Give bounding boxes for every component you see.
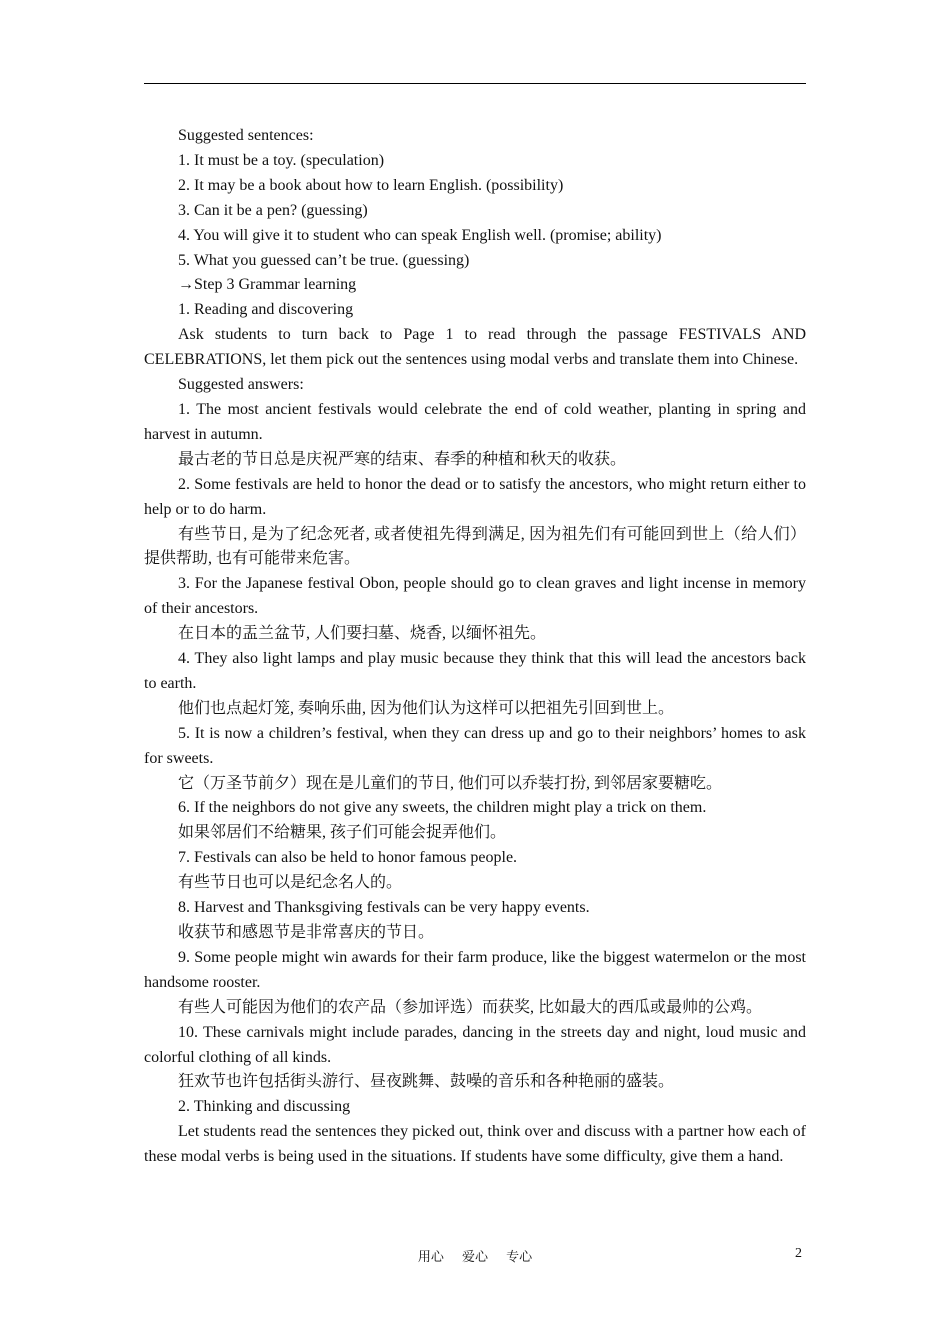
- paragraph: 4. You will give it to student who can speak English well. (promise; ability): [178, 226, 662, 244]
- paragraph: Let students read the sentences they picked out, think over and discuss with a partner how each of these modal verbs is being used in the situations. If students have some difficulty, give them a hand.: [144, 1123, 806, 1166]
- answer-chinese: 有些节日, 是为了纪念死者, 或者使祖先得到满足, 因为祖先们有可能回到世上（给人们）提供帮助, 也有可能带来危害。: [144, 525, 806, 568]
- answer-chinese: 狂欢节也许包括街头游行、昼夜跳舞、鼓噪的音乐和各种艳丽的盛装。: [178, 1073, 675, 1091]
- answer-english: 2. Some festivals are held to honor the dead or to satisfy the ancestors, who might return either to help or to do harm.: [144, 475, 806, 518]
- answer-english: 7. Festivals can also be held to honor famous people.: [178, 849, 518, 867]
- answer-chinese: 收获节和感恩节是非常喜庆的节日。: [178, 924, 435, 941]
- answer-chinese: 在日本的盂兰盆节, 人们要扫墓、烧香, 以缅怀祖先。: [178, 625, 547, 643]
- footer-motto: 用心 爱心 专心: [417, 1250, 533, 1265]
- answer-english: 3. For the Japanese festival Obon, people should go to clean graves and light incense in memory of their ancestors.: [144, 575, 806, 618]
- paragraph: Ask students to turn back to Page 1 to read through the passage FESTIVALS AND CELEBRATIONS, let them pick out the sentences using modal verbs and translate them into Chinese.: [144, 326, 806, 369]
- answer-english: 10. These carnivals might include parades, dancing in the streets day and night, loud music and colorful clothing of all kinds.: [144, 1023, 806, 1066]
- page-footer: [0, 1246, 950, 1268]
- paragraph: Suggested answers:: [178, 376, 304, 394]
- step-heading: →Step 3 Grammar learning: [178, 276, 357, 294]
- section-heading: 2. Thinking and discussing: [178, 1098, 351, 1116]
- answer-chinese: 如果邻居们不给糖果, 孩子们可能会捉弄他们。: [178, 824, 507, 842]
- paragraph: Suggested sentences:: [178, 127, 314, 144]
- paragraph: 5. What you guessed can’t be true. (guessing): [178, 251, 470, 269]
- answer-english: 9. Some people might win awards for their farm produce, like the biggest watermelon or the most handsome rooster.: [144, 948, 806, 991]
- paragraph: 3. Can it be a pen? (guessing): [178, 201, 368, 219]
- answer-chinese: 他们也点起灯笼, 奏响乐曲, 因为他们认为这样可以把祖先引回到世上。: [178, 699, 675, 717]
- paragraph: 2. It may be a book about how to learn English. (possibility): [178, 176, 564, 194]
- answer-english: 4. They also light lamps and play music because they think that this will lead the ancestors back to earth.: [144, 650, 806, 692]
- page-number: 2: [795, 1246, 802, 1261]
- answer-chinese: 有些人可能因为他们的农产品（参加评选）而获奖, 比如最大的西瓜或最帅的公鸡。: [178, 998, 763, 1016]
- answer-chinese: 最古老的节日总是庆祝严寒的结束、春季的种植和秋天的收获。: [178, 450, 627, 468]
- header-rule: [144, 83, 806, 84]
- answer-english: 1. The most ancient festivals would celebrate the end of cold weather, planting in spring and harvest in autumn.: [144, 400, 806, 443]
- answer-chinese: 它（万圣节前夕）现在是儿童们的节日, 他们可以乔装打扮, 到邻居家要糖吃。: [178, 774, 723, 792]
- paragraph: 1. It must be a toy. (speculation): [178, 151, 385, 169]
- section-heading: 1. Reading and discovering: [178, 301, 354, 319]
- page-body: [144, 124, 806, 1170]
- answer-english: 8. Harvest and Thanksgiving festivals can be very happy events.: [178, 899, 590, 917]
- answer-english: 6. If the neighbors do not give any sweets, the children might play a trick on them.: [178, 799, 707, 817]
- answer-chinese: 有些节日也可以是纪念名人的。: [178, 874, 403, 892]
- answer-english: 5. It is now a children’s festival, when they can dress up and go to their neighbors’ homes to ask for sweets.: [144, 724, 806, 767]
